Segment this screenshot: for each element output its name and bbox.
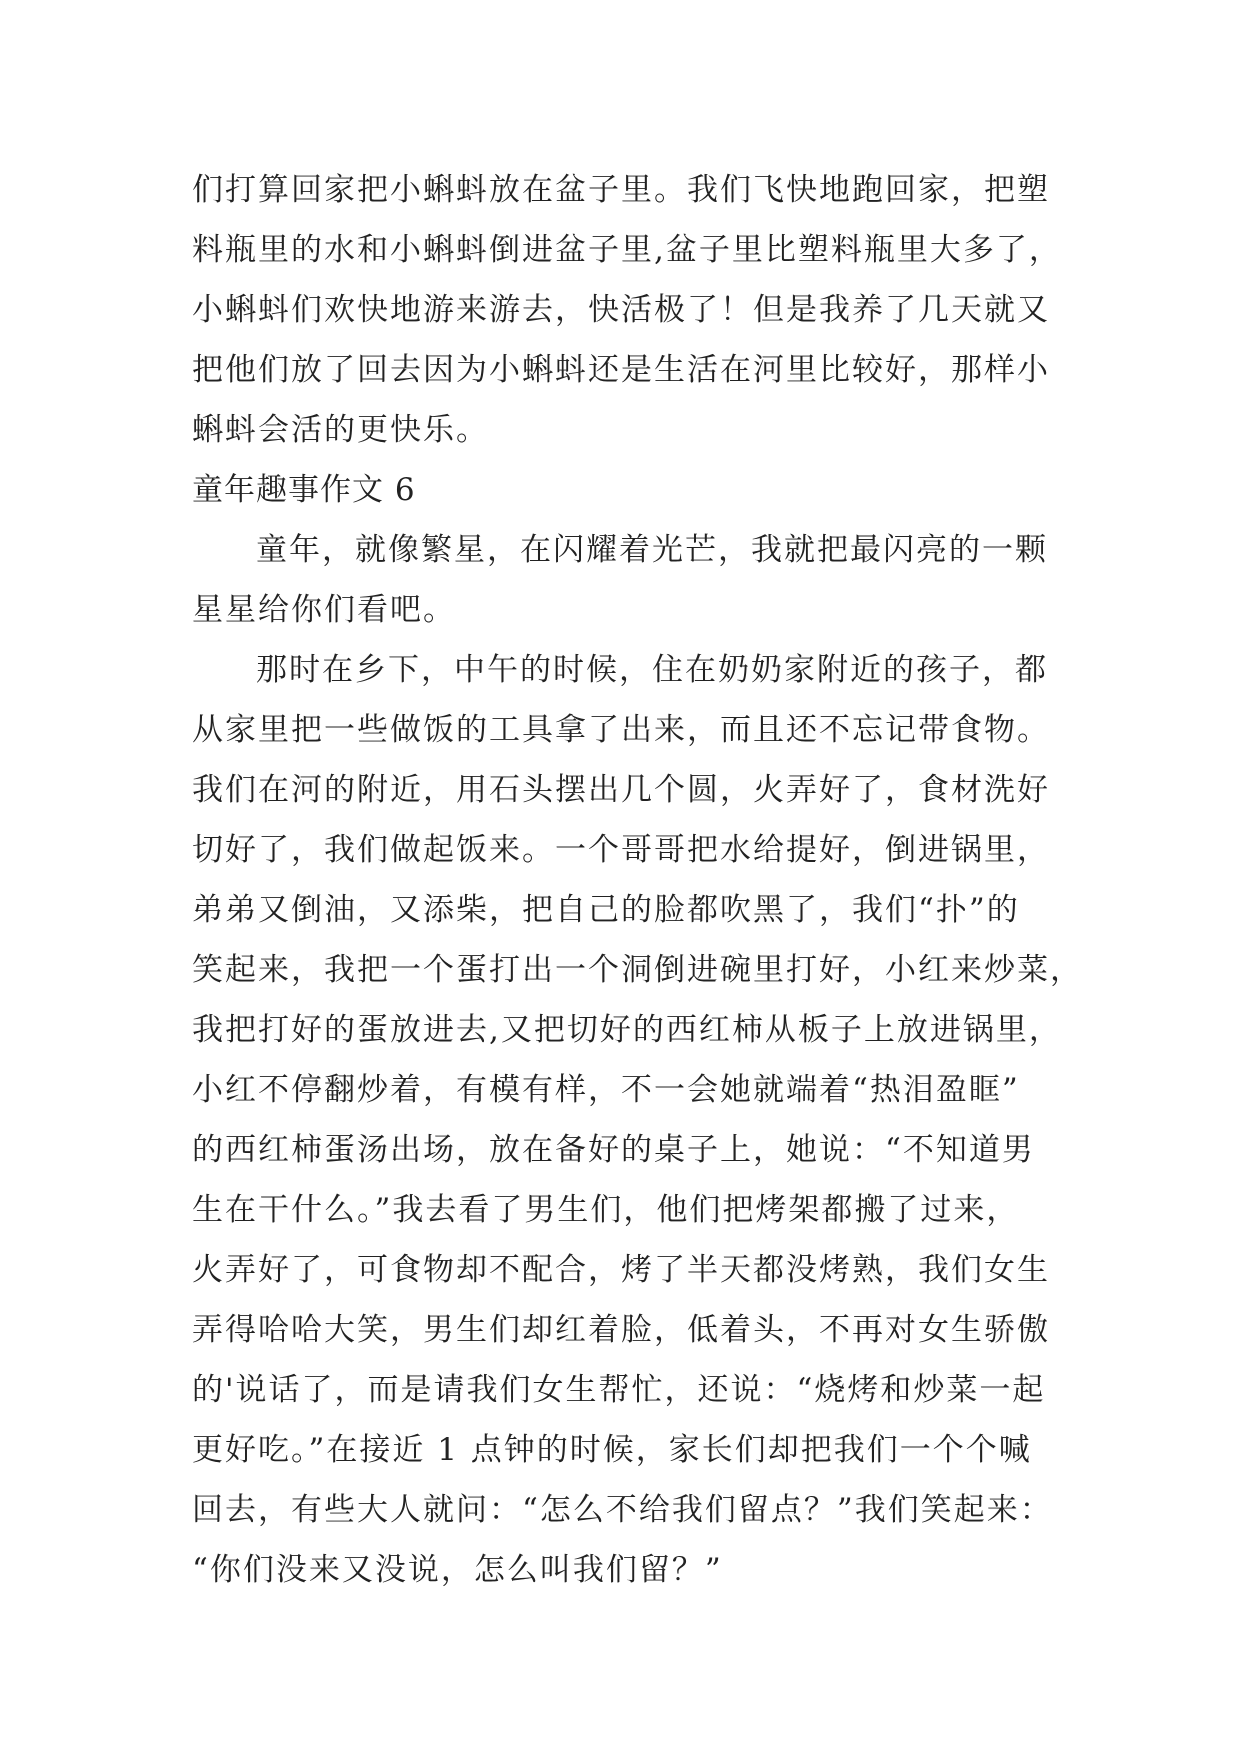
previous-paragraph	[192, 160, 1092, 460]
paragraph-line: 生在干什么。”我去看了男生们，他们把烤架都搬了过来，	[192, 1192, 1020, 1228]
paragraph-line: 回去，有些大人就问：“怎么不给我们留点？”我们笑起来：	[192, 1492, 1053, 1528]
paragraph-line: 小红不停翻炒着，有模有样，不一会她就端着“热泪盈眶”	[192, 1072, 1020, 1108]
paragraph-line: 火弄好了，可食物却不配合，烤了半天都没烤熟，我们女生	[192, 1252, 1050, 1288]
paragraph-line: “你们没来又没说，怎么叫我们留？”	[192, 1552, 723, 1588]
paragraph-line: 我们在河的附近，用石头摆出几个圆，火弄好了，食材洗好	[192, 772, 1050, 808]
essay-title: 童年趣事作文 6	[192, 472, 416, 508]
paragraph-line: 星星给你们看吧。	[192, 592, 456, 628]
paragraph-line: 童年，就像繁星，在闪耀着光芒，我就把最闪亮的一颗	[256, 532, 1048, 568]
paragraph-line: 的西红柿蛋汤出场，放在备好的桌子上，她说：“不知道男	[192, 1132, 1035, 1168]
paragraph-line: 们打算回家把小蝌蚪放在盆子里。我们飞快地跑回家，把塑	[192, 172, 1050, 208]
paragraph-line: 切好了，我们做起饭来。一个哥哥把水给提好，倒进锅里，	[192, 832, 1050, 868]
paragraph-line: 蝌蚪会活的更快乐。	[192, 412, 489, 448]
document-text	[192, 160, 1092, 1600]
essay-paragraph-2	[192, 640, 1092, 1600]
paragraph-line: 料瓶里的水和小蝌蚪倒进盆子里,盆子里比塑料瓶里大多了，	[192, 232, 1062, 268]
paragraph-line: 小蝌蚪们欢快地游来游去，快活极了！但是我养了几天就又	[192, 292, 1050, 328]
paragraph-line: 的'说话了，而是请我们女生帮忙，还说：“烧烤和炒菜一起	[192, 1372, 1046, 1408]
paragraph-line: 从家里把一些做饭的工具拿了出来，而且还不忘记带食物。	[192, 712, 1050, 748]
paragraph-line: 更好吃。”在接近 1 点钟的时候，家长们却把我们一个个喊	[192, 1432, 1032, 1468]
essay-paragraph-1	[192, 520, 1092, 640]
paragraph-line: 我把打好的蛋放进去,又把切好的西红柿从板子上放进锅里，	[192, 1012, 1062, 1048]
paragraph-line: 把他们放了回去因为小蝌蚪还是生活在河里比较好，那样小	[192, 352, 1050, 388]
paragraph-line: 弄得哈哈大笑，男生们却红着脸，低着头，不再对女生骄傲	[192, 1312, 1050, 1348]
paragraph-line: 笑起来，我把一个蛋打出一个洞倒进碗里打好，小红来炒菜，	[192, 952, 1083, 988]
paragraph-line: 弟弟又倒油，又添柴，把自己的脸都吹黑了，我们“扑”的	[192, 892, 1020, 928]
paragraph-line: 那时在乡下，中午的时候，住在奶奶家附近的孩子，都	[256, 652, 1048, 688]
